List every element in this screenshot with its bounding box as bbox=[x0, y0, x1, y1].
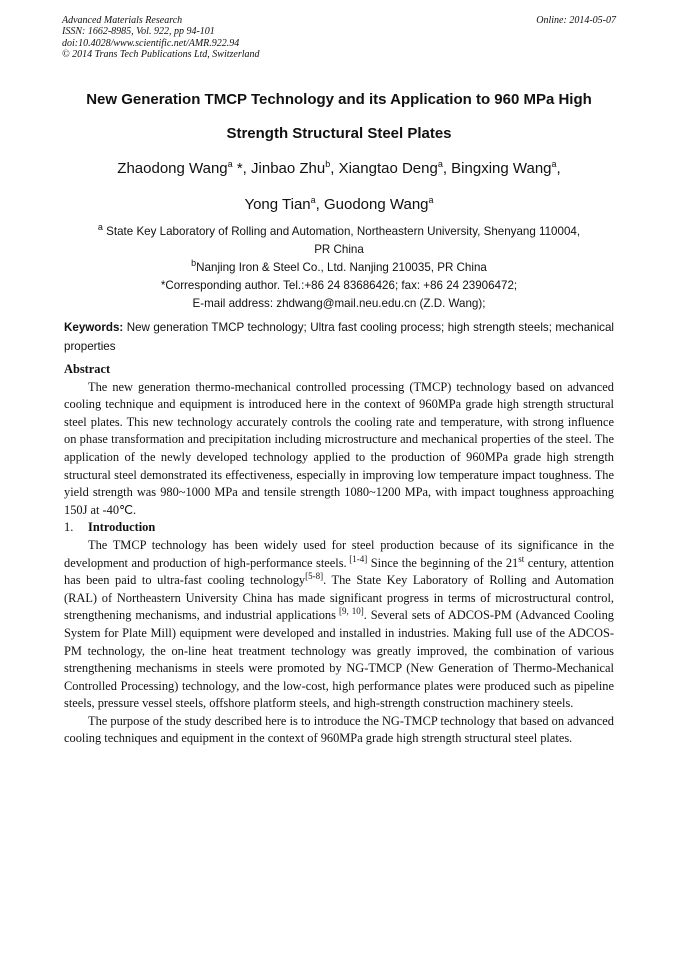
section-title: Introduction bbox=[88, 520, 156, 535]
ordinal-suffix: st bbox=[518, 553, 525, 564]
journal-copyright: © 2014 Trans Tech Publications Ltd, Switzerland bbox=[62, 49, 260, 61]
abstract-text: The new generation thermo-mechanical controlled processing (TMCP) technology based on advanced cooling technique and equipment is introduced here in the context of 960MPa grade high strength structural steel plates. This new technology accurately controls the cooling rate and temperature, with strong influence on phase transformation and precipitation including microstructure and mechanical properties of the steel. The application of the newly developed technology applied to the production of 960MPa grade high strength structural steel demonstrated its effectiveness, especially in improving low temperature impact toughness. The yield strength was 980~1000 MPa and tensile strength 1080~1200 MPa, with impact toughness approaching 150J at -40℃. bbox=[64, 379, 614, 517]
author-name: , Guodong Wang bbox=[315, 196, 429, 213]
author-separator: , bbox=[556, 160, 561, 177]
author-list-line-2 bbox=[52, 196, 626, 213]
affiliation-a bbox=[40, 223, 638, 241]
affiliations bbox=[40, 223, 638, 313]
author-name: Yong Tian bbox=[244, 196, 311, 213]
intro-text: The TMCP technology has been widely used for steel production because of its significance in the development and production of high-performance steels. bbox=[64, 537, 614, 570]
author-list-line-1 bbox=[52, 160, 626, 177]
introduction-paragraph-1 bbox=[64, 537, 614, 713]
author-affiliation-mark: a bbox=[551, 159, 557, 169]
paper-title-line-1: New Generation TMCP Technology and its Application to 960 MPa High bbox=[86, 91, 592, 108]
journal-name: Advanced Materials Research bbox=[62, 15, 183, 26]
keywords-label: Keywords: bbox=[64, 321, 124, 334]
corresponding-mark: *, bbox=[232, 160, 252, 177]
affiliation-b bbox=[40, 259, 638, 277]
author-name: Jinbao Zhu bbox=[251, 160, 326, 177]
online-date: Online: 2014-05-07 bbox=[536, 15, 616, 26]
keywords-text: New generation TMCP technology; Ultra fast cooling process; high strength steels; mechanical properties bbox=[64, 321, 614, 353]
corresponding-author: *Corresponding author. Tel.:+86 24 83686426; fax: +86 24 23906472; bbox=[160, 279, 518, 292]
paper-title-line-2: Strength Structural Steel Plates bbox=[226, 125, 452, 142]
journal-issn: ISSN: 1662-8985, Vol. 922, pp 94-101 bbox=[62, 26, 215, 38]
author-affiliation-mark: a bbox=[428, 195, 434, 205]
citation: [9, 10] bbox=[335, 606, 364, 617]
introduction-paragraph-2: The purpose of the study described here is to introduce the NG-TMCP technology that based on advanced cooling techniques and equipment in the context of 960MPa grade high strength structural steel plates. bbox=[64, 713, 614, 746]
author-name: , Bingxing Wang bbox=[442, 160, 552, 177]
author-name: , Xiangtao Deng bbox=[330, 160, 438, 177]
author-affiliation-mark: a bbox=[437, 159, 443, 169]
affiliation-mark: b bbox=[191, 258, 197, 269]
abstract-heading: Abstract bbox=[64, 362, 111, 376]
intro-text: . Several sets of ADCOS-PM (Advanced Cooling System for Plate Mill) equipment were developed and installed in industries. Making full use of the ADCOS-PM technology, the on-line heat treatment technology was greatly improved, the combination of various strengthening mechanisms in steels were promoted by NG-TMCP (New Generation of Thermo-Mechanical Controlled Processing) technology, and the low-cost, high performance plates were produced such as pipeline steels, pressure vessel steels, offshore platform steels, and high-strength construction machinery steels. bbox=[64, 608, 614, 711]
intro-text: Since the beginning of the 21 bbox=[367, 555, 519, 570]
author-affiliation-mark: a bbox=[227, 159, 233, 169]
introduction-heading bbox=[64, 519, 614, 537]
citation: [1-4] bbox=[346, 553, 368, 564]
journal-doi: doi:10.4028/www.scientific.net/AMR.922.94 bbox=[62, 37, 240, 49]
author-affiliation-mark: a bbox=[310, 195, 316, 205]
section-number: 1. bbox=[64, 520, 74, 535]
affiliation-a-country: PR China bbox=[314, 243, 364, 256]
author-affiliation-mark: b bbox=[325, 159, 331, 169]
citation: [5-8] bbox=[305, 571, 324, 581]
author-name: Zhaodong Wang bbox=[117, 160, 228, 177]
affiliation-mark: a bbox=[97, 222, 103, 233]
affiliation-a-text: State Key Laboratory of Rolling and Automation, Northeastern University, Shenyang 110004, bbox=[102, 225, 581, 238]
journal-header bbox=[62, 15, 616, 61]
intro-text: . The State Key Laboratory of Rolling and Automation (RAL) of Northeastern University China has made significant progress in terms of microstructural control, strengthening mechanisms, and industrial applications bbox=[64, 573, 614, 623]
intro-text: century, attention has been paid to ultra-fast cooling technology bbox=[64, 555, 614, 588]
keywords bbox=[64, 319, 614, 356]
affiliation-b-text: Nanjing Iron & Steel Co., Ltd. Nanjing 210035, PR China bbox=[196, 261, 487, 274]
author-email: E-mail address: zhdwang@mail.neu.edu.cn (Z.D. Wang); bbox=[192, 297, 486, 310]
paper-body bbox=[64, 361, 614, 748]
